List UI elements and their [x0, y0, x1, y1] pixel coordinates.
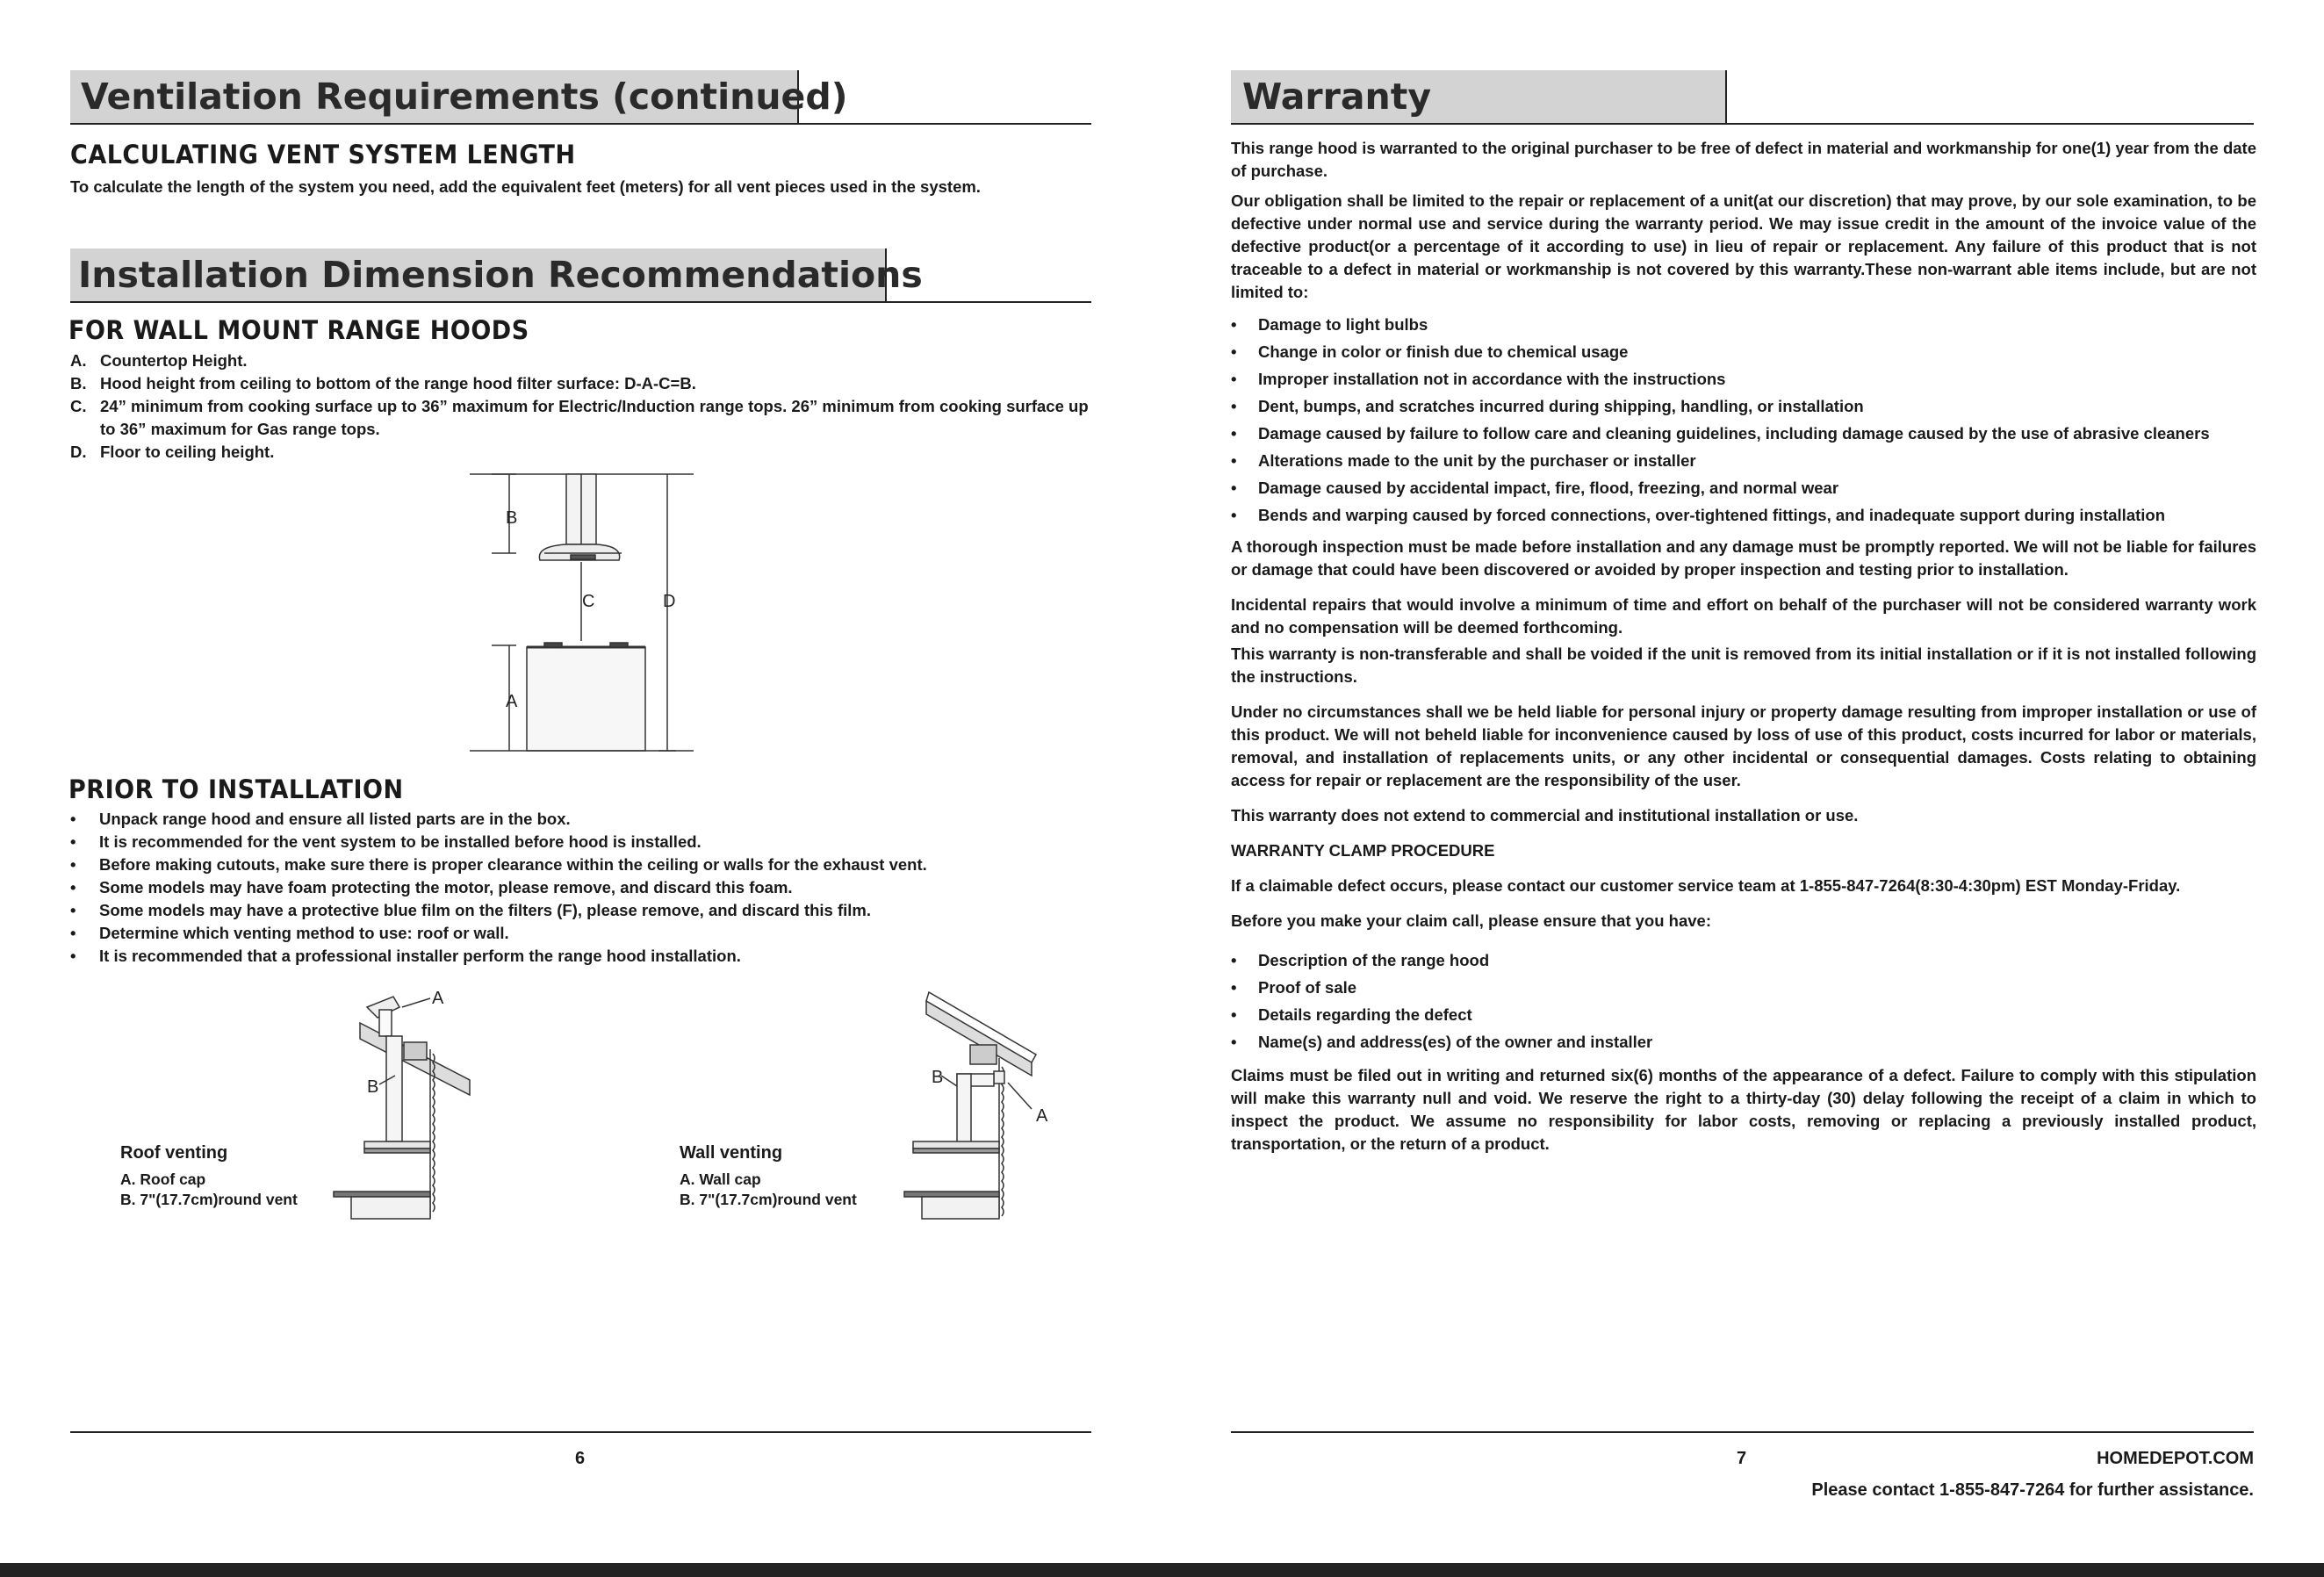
roof-venting-title: Roof venting	[120, 1143, 228, 1163]
dimension-item: C. 24” minimum from cooking surface up to 36” maximum for Electric/Induction range tops. 26” minimum from cooking surface up to 36” maximum for Gas range tops.	[70, 397, 1089, 438]
list-item: • Bends and warping caused by forced connections, over-tightened fittings, and inadequate support during installation	[1231, 501, 2256, 529]
installation-header-title: Installation Dimension Recommendations	[78, 254, 923, 296]
list-item: • Damage caused by accidental impact, fire, flood, freezing, and normal wear	[1231, 474, 2256, 501]
list-item: • Determine which venting method to use: roof or wall.	[70, 922, 1089, 945]
roof-venting-diagram	[316, 988, 492, 1221]
warranty-paragraph: If a claimable defect occurs, please contact our customer service team at 1-855-847-7264(8:30-4:30pm) EST Monday-Friday.	[1231, 876, 2181, 895]
roof-diagram-label-b: B	[367, 1077, 379, 1097]
diagram-label-c: C	[582, 592, 595, 611]
wall-diagram-label-b: B	[932, 1068, 944, 1087]
list-item: • Name(s) and address(es) of the owner and installer	[1231, 1028, 2256, 1055]
roof-venting-item-a: A. Roof cap	[120, 1170, 206, 1188]
warranty-paragraph: This warranty is non-transferable and shall be voided if the unit is removed from its initial installation or if it is not installed following the instructions.	[1231, 644, 2256, 686]
exclusions-list	[1231, 311, 2256, 529]
list-item: • Damage to light bulbs	[1231, 311, 2256, 338]
warranty-paragraph: A thorough inspection must be made before installation and any damage must be promptly reported. We will not be liable for failures or damage that could have been discovered or avoided by proper inspection and testing prior to installation.	[1231, 537, 2256, 579]
prior-installation-list	[70, 808, 1089, 968]
calc-vent-subheading: CALCULATING VENT SYSTEM LENGTH	[70, 140, 576, 170]
claim-items-list	[1231, 947, 2256, 1055]
list-item: • Some models may have a protective blue film on the filters (F), please remove, and discard this film.	[70, 899, 1089, 922]
wall-diagram-label-a: A	[1036, 1106, 1048, 1126]
dimension-item: D. Floor to ceiling height.	[70, 443, 275, 461]
list-item: • Change in color or finish due to chemical usage	[1231, 338, 2256, 365]
footer-site: HOMEDEPOT.COM	[2097, 1449, 2254, 1468]
list-item: • Details regarding the defect	[1231, 1001, 2256, 1028]
diagram-label-b: B	[506, 508, 518, 528]
dimension-list	[70, 349, 1089, 464]
warranty-paragraph: Our obligation shall be limited to the repair or replacement of a unit(at our discretion) that may prove, by our sole examination, to be defective under normal use and service during the warranty period. We may issue credit in the amount of the invoice value of the defective product(or a percentage of it according to use) in lieu of repair or replacement. Any failure of this product that is not traceable to a defect in material or workmanship is not covered by this warranty.These non-warrant able items include, but are not limited to:	[1231, 191, 2256, 301]
list-item: • Before making cutouts, make sure there is proper clearance within the ceiling or walls for the exhaust vent.	[70, 853, 1089, 876]
wall-venting-item-a: A. Wall cap	[680, 1170, 761, 1188]
warranty-paragraph: Under no circumstances shall we be held liable for personal injury or property damage resulting from improper installation or use of this product. We will not beheld liable for inconvenience caused by loss of use of this product, costs incurred for labor or materials, removal, and installation of replacements units, or any other incidental or consequential damages. Costs relating to obtaining access for repair or replacement are the responsibility of the user.	[1231, 702, 2256, 789]
list-item: • It is recommended that a professional installer perform the range hood installation.	[70, 945, 1089, 968]
diagram-label-a: A	[506, 692, 518, 711]
list-item: • Description of the range hood	[1231, 947, 2256, 974]
calc-vent-text: To calculate the length of the system you need, add the equivalent feet (meters) for all vent pieces used in the system.	[70, 177, 981, 196]
wall-venting-title: Wall venting	[680, 1143, 783, 1163]
warranty-paragraph: Claims must be filed out in writing and returned six(6) months of the appearance of a defect. Failure to comply with this stipulation will make this warranty null and void. We reserve the right to a thirty-day (30) delay following the receipt of a claim in which to inspect the product. We assume no responsibility for labor costs, removing or replacing a previously installed product, transportation, or the return of a product.	[1231, 1066, 2256, 1153]
installation-header-rule	[70, 301, 1091, 303]
list-item: • Unpack range hood and ensure all listed parts are in the box.	[70, 808, 1089, 831]
warranty-body	[1231, 137, 2256, 1163]
list-item: • It is recommended for the vent system to be installed before hood is installed.	[70, 831, 1089, 853]
footer-contact: Please contact 1-855-847-7264 for further assistance.	[1811, 1480, 2254, 1500]
page-bottom-edge	[0, 1563, 2324, 1577]
list-item: • Damage caused by failure to follow care and cleaning guidelines, including damage caused by the use of abrasive cleaners	[1231, 420, 2256, 447]
warranty-paragraph: Incidental repairs that would involve a minimum of time and effort on behalf of the purchaser will not be considered warranty work and no compensation will be deemed forthcoming.	[1231, 595, 2256, 637]
roof-diagram-label-a: A	[432, 989, 444, 1008]
list-item: • Alterations made to the unit by the purchaser or installer	[1231, 447, 2256, 474]
left-page-number: 6	[575, 1449, 586, 1468]
wall-mount-subheading: FOR WALL MOUNT RANGE HOODS	[68, 316, 529, 346]
warranty-clamp-heading: WARRANTY CLAMP PROCEDURE	[1231, 841, 1495, 860]
list-item: • Proof of sale	[1231, 974, 2256, 1001]
list-item: • Dent, bumps, and scratches incurred during shipping, handling, or installation	[1231, 392, 2256, 420]
diagram-label-d: D	[663, 592, 676, 611]
right-page-number: 7	[1737, 1449, 1747, 1468]
dimension-item: B. Hood height from ceiling to bottom of the range hood filter surface: D-A-C=B.	[70, 374, 696, 392]
ventilation-header-title: Ventilation Requirements (continued)	[81, 76, 848, 118]
wall-venting-diagram	[887, 988, 1062, 1221]
prior-installation-subheading: PRIOR TO INSTALLATION	[68, 775, 404, 805]
ventilation-header-rule	[70, 123, 1091, 125]
dimension-diagram	[457, 465, 702, 755]
warranty-header-title: Warranty	[1242, 76, 1432, 118]
warranty-header-rule	[1231, 123, 2254, 125]
dimension-item: A. Countertop Height.	[70, 351, 248, 370]
warranty-paragraph: This warranty does not extend to commercial and institutional installation or use.	[1231, 806, 1859, 825]
list-item: • Some models may have foam protecting the motor, please remove, and discard this foam.	[70, 876, 1089, 899]
warranty-paragraph: This range hood is warranted to the original purchaser to be free of defect in material and workmanship for one(1) year from the date of purchase.	[1231, 139, 2256, 180]
warranty-paragraph: Before you make your claim call, please ensure that you have:	[1231, 911, 1711, 930]
wall-venting-item-b: B. 7"(17.7cm)round vent	[680, 1191, 857, 1208]
right-footer-rule	[1231, 1431, 2254, 1433]
left-footer-rule	[70, 1431, 1091, 1433]
list-item: • Improper installation not in accordance with the instructions	[1231, 365, 2256, 392]
roof-venting-item-b: B. 7"(17.7cm)round vent	[120, 1191, 298, 1208]
